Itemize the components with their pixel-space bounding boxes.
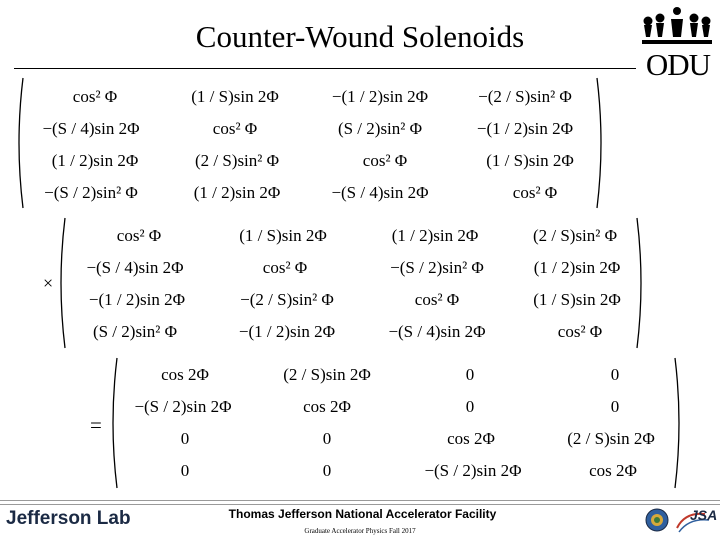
matrix-c-cell: 0	[465, 365, 475, 384]
matrix-a-cell: cos² Φ	[362, 151, 408, 170]
matrix-a-cell: −(1 / 2)sin 2Φ	[476, 119, 574, 138]
matrix-b-cell: −(S / 2)sin² Φ	[390, 258, 484, 277]
matrix-b-left-bracket	[54, 216, 68, 350]
matrix-b-cell: (2 / S)sin² Φ	[532, 226, 618, 245]
matrix-a-right-bracket	[594, 76, 608, 210]
matrix-c-right-bracket	[672, 356, 686, 490]
matrix-a-cell: −(S / 4)sin 2Φ	[331, 183, 429, 202]
matrix-c-cell: 0	[610, 397, 620, 416]
matrix-a-cell: (1 / S)sin 2Φ	[191, 87, 279, 106]
matrix-b-cell: (1 / S)sin 2Φ	[533, 290, 621, 309]
doe-seal-icon	[645, 508, 669, 532]
matrix-a-cell: (S / 2)sin² Φ	[337, 119, 423, 138]
matrix-c-left-bracket	[106, 356, 120, 490]
matrix-c-cell: (2 / S)sin 2Φ	[567, 429, 655, 448]
course-label: Graduate Accelerator Physics Fall 2017	[304, 527, 416, 535]
matrix-c-cell: 0	[322, 429, 332, 448]
matrix-a-cell: (1 / 2)sin 2Φ	[193, 183, 281, 202]
matrix-b-cell: −(1 / 2)sin 2Φ	[238, 322, 336, 341]
matrix-a-cell: −(2 / S)sin² Φ	[478, 87, 572, 106]
matrix-b-cell: −(2 / S)sin² Φ	[240, 290, 334, 309]
matrix-c-cell: 0	[610, 365, 620, 384]
matrix-a-cell: cos² Φ	[72, 87, 118, 106]
matrix-c-cell: cos 2Φ	[161, 365, 209, 384]
matrix-a-cell: (1 / S)sin 2Φ	[486, 151, 574, 170]
matrix-c-cell: cos 2Φ	[589, 461, 637, 480]
multiply-sign: ×	[43, 273, 54, 293]
jefferson-lab-logo: Jefferson Lab	[6, 508, 131, 529]
matrix-c-cell: (2 / S)sin 2Φ	[283, 365, 371, 384]
matrix-c-cell: −(S / 2)sin 2Φ	[424, 461, 522, 480]
matrix-a-cell: −(S / 2)sin² Φ	[44, 183, 138, 202]
footer-divider	[0, 504, 720, 505]
matrix-b-cell: (1 / 2)sin 2Φ	[533, 258, 621, 277]
matrix-b-cell: (1 / S)sin 2Φ	[239, 226, 327, 245]
matrix-c-cell: 0	[180, 461, 190, 480]
title-divider	[14, 68, 636, 69]
matrix-b-cell: cos² Φ	[262, 258, 308, 277]
matrix-a-cell: −(S / 4)sin 2Φ	[42, 119, 140, 138]
matrix-c-cell: 0	[180, 429, 190, 448]
matrix-c-cell: 0	[322, 461, 332, 480]
facility-name: Thomas Jefferson National Accelerator Facility	[228, 507, 497, 521]
matrix-b-cell: cos² Φ	[557, 322, 603, 341]
matrix-a-cell: cos² Φ	[212, 119, 258, 138]
matrix-b-cell: −(S / 4)sin 2Φ	[86, 258, 184, 277]
matrix-c-cell: −(S / 2)sin 2Φ	[134, 397, 232, 416]
matrix-a-cell: cos² Φ	[512, 183, 558, 202]
jsa-logo: JSA	[690, 507, 718, 523]
slide-title: Counter-Wound Solenoids	[195, 19, 525, 54]
matrix-b-cell: (1 / 2)sin 2Φ	[391, 226, 479, 245]
odu-logo-text: ODU	[645, 47, 711, 82]
matrix-c-cell: 0	[465, 397, 475, 416]
matrix-b-cell: (S / 2)sin² Φ	[92, 322, 178, 341]
matrix-a-cell: (1 / 2)sin 2Φ	[51, 151, 139, 170]
matrix-b-cell: −(1 / 2)sin 2Φ	[88, 290, 186, 309]
matrix-b-cell: −(S / 4)sin 2Φ	[388, 322, 486, 341]
equals-sign: =	[90, 413, 102, 437]
matrix-b-cell: cos² Φ	[414, 290, 460, 309]
matrix-b-cell: cos² Φ	[116, 226, 162, 245]
footer-divider	[0, 500, 720, 501]
matrix-c-cell: cos 2Φ	[447, 429, 495, 448]
matrix-a-cell: −(1 / 2)sin 2Φ	[331, 87, 429, 106]
matrix-c-cell: cos 2Φ	[303, 397, 351, 416]
matrix-a-cell: (2 / S)sin² Φ	[194, 151, 280, 170]
